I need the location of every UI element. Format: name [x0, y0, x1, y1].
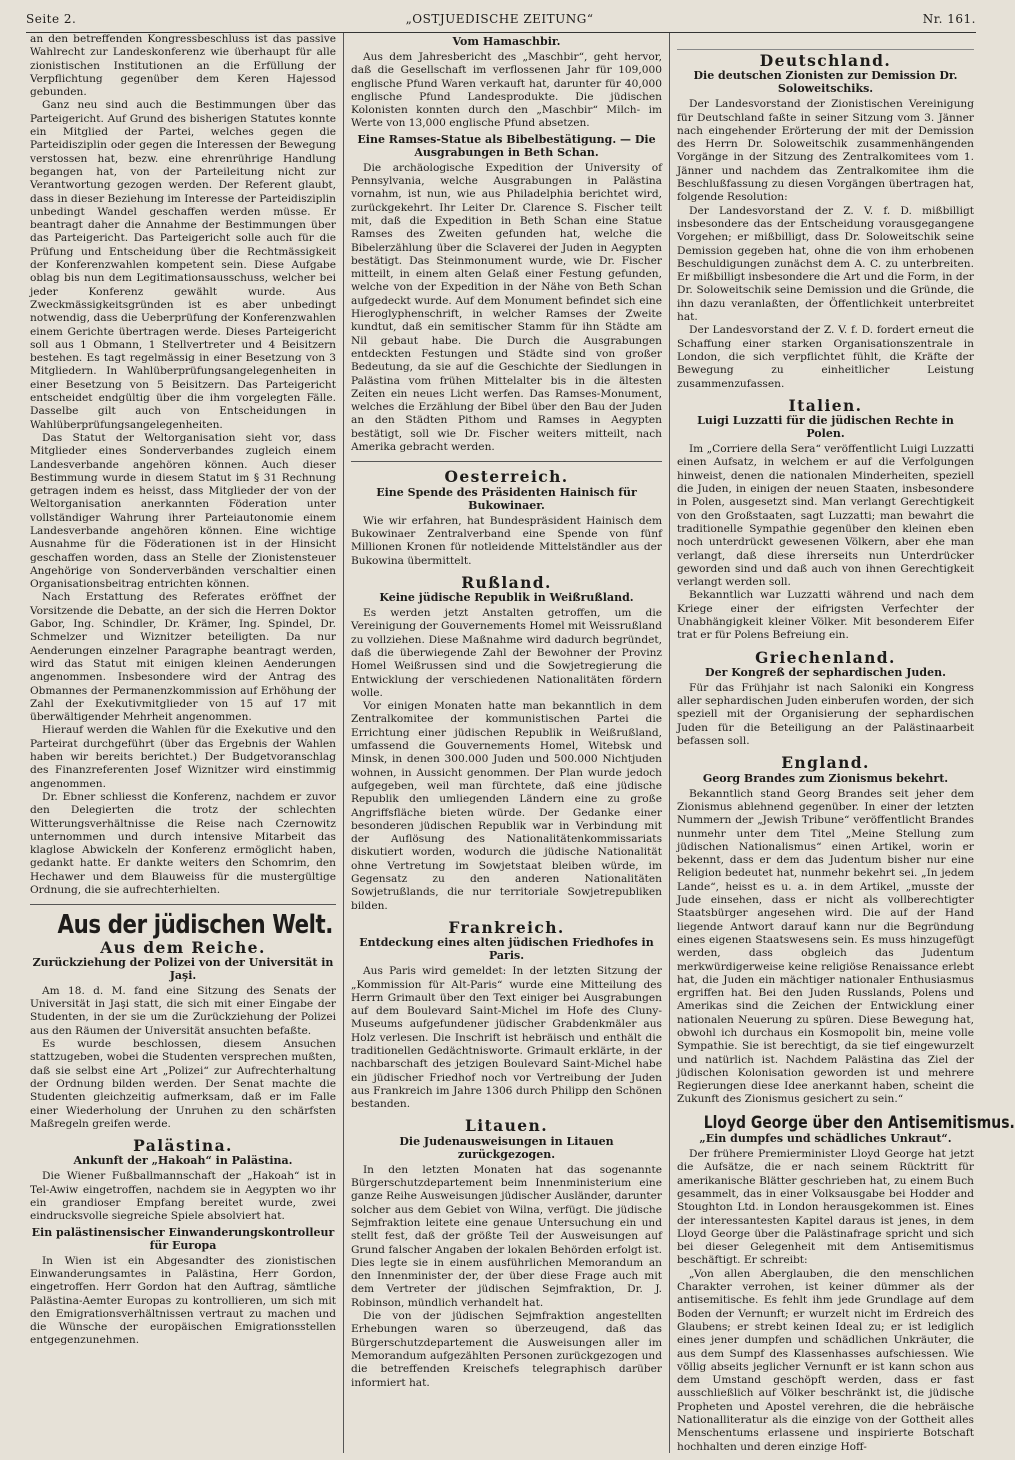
paragraph: In Wien ist ein Abgesandter des zionistischen Einwanderungsamtes in Palästina, Herr Gordon, eingetroffen. Herr Gordon hat den Auftrag, sämtliche Palästina-Aemter Europas zu kontrollieren, um sich mit den Emigrationsverhältnissen vertraut zu machen und die Wünsche der europäischen Emigrationsstellen entgegenzunehmen. [30, 1254, 336, 1347]
paragraph: Der Landesvorstand der Zionistischen Vereinigung für Deutschland faßte in seiner Sitzung vom 3. Jänner nach eingehender Erörterung der mit der Demission des Herrn Dr. Soloweitschik zusammenhängenden Vorgänge in der Sitzung des Zentralkomitees vom 1. Jänner und nachdem das Zentralkomitee ihm die Beschlußfassung zu diesen Vorgängen übertragen hat, folgende Resolution: [677, 98, 974, 204]
paragraph: Die von der jüdischen Sejmfraktion angestellten Erhebungen waren so überzeugend, daß das Bürgerschutzdepartement die Ausweisungen aller im Memorandum aufgezählten Personen zurückgezogen und die betreffenden Kreischefs telegraphisch darüber informiert hat. [351, 1310, 662, 1389]
article-headline: Luigi Luzzatti für die jüdischen Rechte in Polen. [697, 414, 954, 441]
article-headline: Die Judenausweisungen in Litauen zurückgezogen. [399, 1134, 614, 1161]
paragraph: In den letzten Monaten hat das sogenannte Bürgerschutzdepartement beim Innenministerium eine ganze Reihe Ausweisungen jüdischer Ausländer, darunter solcher aus dem Gebiet von Wilna, verfügt. Die jüdische Sejmfraktion leitete eine genaue Untersuchung ein und stellt fest, daß der größte Teil der Ausweisungen auf Grund falscher Angaben der lokalen Behörden erfolgt ist. Dies legte sie in einem ausführlichen Memorandum an den Innenminister der, der über diese Frage auch mit dem Vertreter der jüdischen Sejmfraktion, Dr. J. Robinson, mündlich verhandelt hat. [351, 1163, 662, 1309]
country-heading: Italien. [788, 395, 863, 415]
article-headline: Die deutschen Zionisten zur Demission Dr. Soloweitschiks. [693, 69, 958, 96]
paragraph: Im „Corriere della Sera“ veröffentlicht Luigi Luzzatti einen Aufsatz, in welchem er auf die Verfolgungen hinweist, denen die nationalen Minderheiten, speziell die Juden, in einigen der neuen Staaten, insbesondere in Polen, ausgesetzt sind. Man verlangt Gerechtigkeit von den Großstaaten, sagt Luzzatti; man bewahrt die traditionelle Sympathie gegenüber den kleinen eben noch unterdrückt gewesenen Völkern, aber ehe man verlangt, daß diese ihrerseits nun Unterdrücker geworden sind und daß auch von ihnen Gerechtigkeit verlangt werden soll. [677, 443, 975, 589]
article-headline: Eine Spende des Präsidenten Hainisch für Bukowinaer. [376, 485, 637, 512]
paragraph: Das Statut der Weltorganisation sieht vor, dass Mitglieder eines Sonderverbandes zugleich einem Landesverbande angehören können. Auch dieser Bestimmung wurde in diesem Statut im § 31 Rechnung getragen indem es heisst, dass Mitglieder der von der Weltorganisation anerkannten Föderation unter vollständiger Wahrung ihrer Parteiautonomie einem Landesverbande angehören können. Eine wichtige Ausnahme für die Föderationen ist in der Hinsicht geschaffen worden, dass an Stelle der Zionistensteuer Angehörige von Sonderverbänden verschaltier einen Organisationsbeitrag entrichten können. [30, 431, 336, 591]
paragraph: Dr. Ebner schliesst die Konferenz, nachdem er zuvor den Delegierten die trotz der schlechten Witterungsverhältnisse die Reise nach Czernowitz unternommen und durch intensive Mitarbeit das klaglose Abwickeln der Konferenz ermöglicht haben, gedankt hatte. Er dankte weiters den Schomrim, den Hechawer und dem Blauweiss für die mustergültige Ordnung, die sie aufrechterhielten. [30, 790, 336, 896]
country-heading: Griechenland. [755, 647, 896, 667]
article-headline: „Ein dumpfes und schädliches Unkraut“. [699, 1132, 952, 1146]
country-heading: England. [781, 753, 870, 773]
cut-off-header [677, 33, 974, 50]
article-headline: Vom Hamaschbir. [452, 35, 561, 48]
paragraph: Aus dem Jahresbericht des „Maschbir“, geht hervor, daß die Gesellschaft im verflossenen Jahr für 109,000 englische Pfund Waren verkauft hat, darunter für 40,000 englische Pfund Landesprodukte. Die jüdischen Kolonisten konnten durch den „Maschbir“ Milch- im Werte von 13,000 englische Pfund absetzen. [351, 51, 662, 130]
country-heading: Deutschland. [759, 51, 892, 70]
paragraph: Wie wir erfahren, hat Bundespräsident Hainisch dem Bukowinaer Zentralverband eine Spende von fünf Millionen Kronen für notleidende Mittelständler aus der Bukowina übermittelt. [351, 514, 662, 567]
paragraph: Vor einigen Monaten hatte man bekanntlich in dem Zentralkomitee der kommunistischen Partei die Errichtung einer jüdischen Republik in Weißrußland, umfassend die Gouvernements Homel, Witebsk und Minsk, in denen 300.000 Juden und 500.000 Nichtjuden wohnen, in Aussicht genommen. Der Plan wurde jedoch aufgegeben, weil man fürchtete, daß eine jüdische Republik den umliegenden Ländern eine zu große Angriffsfläche bieten würde. Der Gedanke einer besonderen jüdischen Republik war in Verbindung mit der Auflösung des Nationalitätenkommissariats diskutiert worden, wodurch die jüdische Nationalität ohne Vertretung im Sowjetstaat bleiben würde, im Gegensatz zu den anderen Nationalitäten Sowjetrußlands, die nur territoriale Sowjetrepubliken bilden. [351, 700, 662, 912]
divider [351, 461, 662, 462]
section-title: Aus der jüdischen Welt. [57, 910, 333, 941]
article-conference-continued [30, 33, 336, 897]
article-headline: Georg Brandes zum Zionismus bekehrt. [702, 771, 949, 785]
country-heading: Litauen. [465, 1116, 548, 1136]
paragraph: Nach Erstattung des Referates eröffnet der Vorsitzende die Debatte, an der sich die Herren Doktor Gabor, Ing. Schindler, Dr. Krämer, Ing. Spindel, Dr. Schmelzer und Wiznitzer beteiligten. Da nur Aenderungen einzelner Paragraphe beantragt werden, wird das Statut mit einigen kleinen Aenderungen angenommen. Insbesondere wird der Antrag des Obmannes der Permanenzkommission auf Erhöhung der Zahl der Exekutivmitglieder von 15 auf 17 mit überwältigender Mehrheit angenommen. [30, 591, 336, 724]
paragraph: Hierauf werden die Wahlen für die Exekutive und den Parteirat durchgeführt (über das Ergebnis der Wahlen haben wir bereits berichtet.) Der Budgetvoranschlag des Finanzreferenten Josef Wiznitzer wird einstimmig angenommen. [30, 724, 336, 790]
page-header [26, 6, 976, 33]
column-1 [26, 33, 344, 1453]
paragraph: Am 18. d. M. fand eine Sitzung des Senats der Universität in Jaşi statt, die sich mit einer Eingabe der Studenten, in der sie um die Zurückziehung der Polizei aus den Räumen der Universität ansuchten befaßte. [30, 984, 336, 1037]
paragraph: „Von allen Aberglauben, die den menschlichen Charakter verrohen, ist keiner dümmer als der antisemitische. Es fehlt ihm jede Grundlage auf dem Boden der Vernunft; er wurzelt nicht im Erdreich des Glaubens; er strebt keinen Ideal zu; er ist lediglich eines jener dumpfen und schädlichen Unkräuter, die aus dem Sumpf des Klassenhasses aufschiessen. Wie völlig abseits jeglicher Vernunft er ist kann schon aus dem Umstand geschöpft werden, dass er fast ausschließlich auf Völker beschränkt ist, die jüdische Propheten und Apostel verehren, die die hebräische Nationalliteratur als die einzige von der Gottheit alles Menschentums erlassene und inspirierte Botschaft hochhalten und deren einzige Hoff- [677, 1267, 974, 1453]
paragraph: an den betreffenden Kongressbeschluss ist das passive Wahlrecht zur Landeskonferenz wie überhaupt für alle zionistischen Institutionen an die Erfüllung der Verpflichtung gegenüber dem Keren Hajessod gebunden. [30, 33, 336, 99]
article-headline: Der Kongreß der sephardischen Juden. [705, 665, 946, 679]
paragraph: Aus Paris wird gemeldet: In der letzten Sitzung der „Kommission für Alt-Paris“ wurde eine Mitteilung des Herrn Grimault über den Text einiger bei Ausgrabungen auf dem Boulevard Saint-Michel im Hofe des Cluny-Museums aufgefundener jüdischer Grabdenkmäler aus Holz verlesen. Die Inschrift ist hebräisch und enthält die traditionellen Gedächtnisworte. Grimault erklärte, in der nachbarschaft des jetzigen Boulevard Saint-Michel habe ein jüdischer Friedhof noch vor Vertreibung der Juden aus Frankreich im Jahre 1306 durch Philipp den Schönen bestanden. [351, 965, 662, 1111]
country-heading: Palästina. [133, 1136, 233, 1156]
article-headline: Ein palästinensischer Einwanderungskontrolleur für Europa [31, 1225, 335, 1252]
section-title: Lloyd George über den Antisemitismus. [703, 1112, 1015, 1133]
paragraph: Der Landesvorstand der Z. V. f. D. mißbilligt insbesondere das der Entscheidung vorausgegangene Vorgehen; er mißbilligt, dass Dr. Soloweitschik seine Demission gegeben hat, ohne die von ihm erhobenen Beschuldigungen zunächst dem A. C. zu unterbreiten. Er mißbilligt insbesondere die Art und die Form, in der Dr. Soloweitschik seine Demission und die Gründe, die ihn dazu veranlaßten, der Öffentlichkeit unterbreitet hat. [677, 204, 974, 324]
columns [26, 33, 1015, 1453]
article-headline: Keine jüdische Republik in Weißrußland. [379, 591, 634, 605]
paragraph: Bekanntlich stand Georg Brandes seit jeher dem Zionismus ablehnend gegenüber. In einer der letzten Nummern der „Jewish Tribune“ veröffentlicht Brandes nunmehr unter dem Titel „Meine Stellung zum jüdischen Nationalismus“ einen Artikel, worin er bekennt, dass er dem das Judentum bisher nur eine Religion bedeutet hat, nunmehr bekehrt sei. „In jedem Lande“, heisst es u. a. in dem Artikel, „musste der Jude einsehen, dass er nicht als vollberechtigter Staatsbürger angesehen wird. Die auf der Hand liegende Antwort darauf kann nur die Begründung eines eigenen Staatswesens sein. Es muss hinzugefügt werden, dass obgleich das Judentum merkwürdigerweise keine religiöse Renaissance erlebt hat, die Juden ein mächtiger nationaler Enthusiasmus ergriffen hat. Bei den Juden Russlands, Polens und Amerikas sind die Zeichen der Entwicklung einer nationalen Neuerung zu spüren. Diese Bewegung hat, obwohl ich durchaus ein Kosmopolit bin, meine volle Sympathie. Sie ist berechtigt, da sie tief eingewurzelt und natürlich ist. Nachdem Palästina das Ziel der jüdischen Kolonisation geworden ist und mehrere Regierungen diese Idee anerkannt haben, scheint die Zukunft des Zionismus gesichert zu sein.“ [677, 787, 974, 1106]
country-heading: Aus dem Reiche. [100, 937, 266, 957]
paragraph: Es werden jetzt Anstalten getroffen, um die Vereinigung der Gouvernements Homel mit Weissrußland zu vollziehen. Diese Maßnahme wird dadurch begründet, daß die überwiegende Zahl der Bewohner der Provinz Homel Weißrussen sind und die Sowjetregierung die Entwicklung der verschiedenen Nationalitäten fördern wolle. [351, 607, 662, 699]
country-heading: Frankreich. [448, 917, 565, 937]
paragraph: Bekanntlich war Luzzatti während und nach dem Kriege einer der eifrigsten Verfechter der Unabhängigkeit kleiner Völker. Mit besonderem Eifer trat er für Polens Befreiung ein. [677, 589, 974, 642]
article-headline: Zurückziehung der Polizei von der Universität in Jaşi. [32, 955, 334, 982]
article-headline: Ankunft der „Hakoah“ in Palästina. [73, 1154, 293, 1168]
country-heading: Oesterreich. [444, 467, 569, 487]
article-headline: Entdeckung eines alten jüdischen Friedhofes in Paris. [359, 936, 654, 963]
paragraph: Es wurde beschlossen, diesem Ansuchen stattzugeben, wobei die Studenten versprechen mußten, daß sie selbst eine Art „Polizei“ zur Aufrechterhaltung der Ordnung bilden werden. Der Senat machte die Studenten gleichzeitig aufmerksam, daß er im Falle einer Wiederholung der Unruhen zu den schärfsten Maßregeln greifen werde. [30, 1038, 336, 1130]
issue-number: Nr. 161. [922, 12, 976, 26]
column-3 [670, 33, 1015, 1453]
paragraph: Die archäologische Expedition der University of Pennsylvania, welche Ausgrabungen in Palästina vornahm, ist nun, wie aus Philadelphia berichtet wird, zurückgekehrt. Ihr Leiter Dr. Clarence S. Fischer teilt mit, daß die Expedition in Beth Schan eine Statue Ramses des Zweiten gefunden hat, welche die Bibelerzählung über die Sclaverei der Juden in Aegypten bestätigt. Das Steinmonument wurde, wie Dr. Fischer mitteilt, in einem alten Gelaß einer Festung gefunden, welche von der Expedition in der Nähe von Beth Schan aufgedeckt wurde. Auf dem Monument befindet sich eine Hieroglyphenschrift, in welcher Ramses der Zweite kundtut, daß ein semitischer Stamm für ihn Städte am Nil gebaut habe. Die Durch die Ausgrabungen entdeckten Festungen und Städte sind von großer Bedeutung, da sie auf die Geschichte der Siedlungen in Palästina vom frühen Mittelalter bis in die ältesten Zeiten ein neues Licht werfen. Das Ramses-Monument, welches die Erzählung der Bibel über den Bau der Juden an den Städten Pithom und Ramses in Aegypten bestätigt, soll wie Dr. Fischer weiters mitteilt, nach Amerika gebracht werden. [351, 161, 662, 454]
column-2 [344, 33, 670, 1453]
masthead: „OSTJUEDISCHE ZEITUNG“ [405, 12, 594, 26]
article-headline: Eine Ramses-Statue als Bibelbestätigung. — Die Ausgrabungen in Beth Schan. [357, 132, 656, 159]
paragraph: Der Landesvorstand der Z. V. f. D. fordert erneut die Schaffung einer starken Organisationszentrale in London, die sich verpflichtet fühlt, die Kräfte der Bewegung zu einheitlicher Leistung zusammenzufassen. [677, 324, 974, 390]
divider [30, 904, 336, 905]
paragraph: Ganz neu sind auch die Bestimmungen über das Parteigericht. Auf Grund des bisherigen Statutes konnte ein Mitglied der Partei, welches gegen die Parteidisziplin oder gegen die Interessen der Bewegung verstossen hat, bezw. eine ehrenrührige Handlung begangen hat, von der Parteileitung nicht zur Verantwortung gezogen werden. Der Referent glaubt, dass in dieser Beziehung im Interesse der Parteidisziplin unbedingt Wandel geschaffen werden müsse. Er beantragt daher die Annahme der Bestimmungen über das Parteigericht. Das Parteigericht solle auch für die Prüfung und Entscheidung über die Rechtmässigkeit der Konferenzwahlen kompetent sein. Diese Aufgabe oblag bis nun dem Legitimationsausschuss, welcher bei jeder Konferenz gewählt wurde. Aus Zweckmässigkeitsgründen ist es aber unbedingt notwendig, dass die Ueberprüfung der Konferenzwahlen einem Gerichte übertragen werde. Dieses Parteigericht soll aus 1 Obmann, 1 Stellvertreter und 4 Beisitzern bestehen. Es tagt regelmässig in einer Besetzung von 3 Mitgliedern. In Wahlüberprüfungsangelegenheiten in einer Besetzung von 5 Beisitzern. Das Parteigericht entscheidet endgültig über die ihm vorgelegten Fälle. Dasselbe gilt auch von Entscheidungen in Wahlüberprüfungsangelegenheiten. [30, 99, 336, 431]
paragraph: Die Wiener Fußballmannschaft der „Hakoah“ ist in Tel-Awiw eingetroffen, nachdem sie in Aegypten wo ihr ein grandioser Empfang bereitet wurde, zwei eindrucksvolle siegreiche Spiele absolviert hat. [30, 1170, 336, 1223]
paragraph: Der frühere Premierminister Lloyd George hat jetzt die Aufsätze, die er nach seinem Rücktritt für amerikanische Blätter geschrieben hat, zu einem Buch gesammelt, das in einer Volksausgabe bei Hodder and Stoughton Ltd. in London herausgekommen ist. Eines der interessantesten Kapitel daraus ist jenes, in dem Lloyd George über die Palästinafrage spricht und sich bei dieser Gelegenheit mit dem Antisemitismus beschäftigt. Er schreibt: [677, 1148, 974, 1267]
country-heading: Rußland. [461, 572, 552, 592]
page-number: Seite 2. [26, 12, 77, 26]
paragraph: Für das Frühjahr ist nach Saloniki ein Kongress aller sephardischen Juden einberufen worden, der sich speziell mit der Organisierung der sephardischen Juden für die Beteiligung an der Palästinaarbeit befassen soll. [677, 681, 974, 748]
